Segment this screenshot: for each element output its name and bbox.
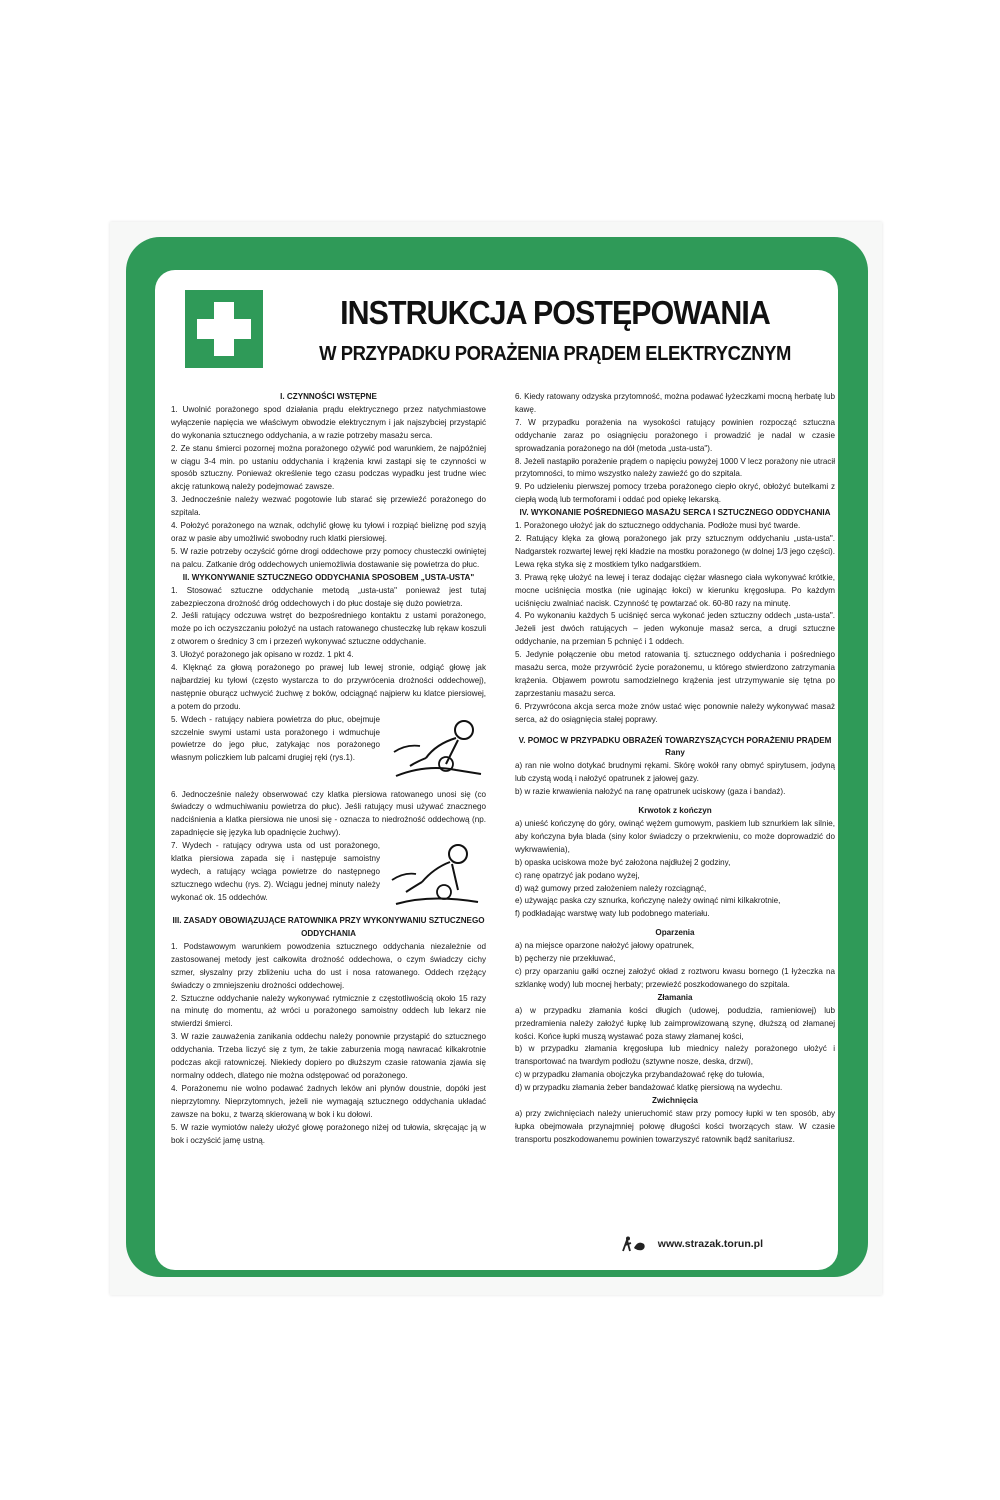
website-link[interactable]: www.strazak.torun.pl (657, 1238, 763, 1250)
paragraph: 5. Wdech - ratujący nabiera powietrza do płuc, obejmuje szczelnie swymi ustami usta porażonego i wdmuchuje powietrze do jego płuc, zatykając nos porażonego własnym policzkiem lub palcami drugiej ręki (rys.1). (171, 714, 380, 763)
paragraph: 4. Po wykonaniu każdych 5 uciśnięć serca wykonać jeden sztuczny oddech „usta-usta". Jeżeli jest dwóch ratujących – jeden wykonuje masaż serca, a drugi sztuczne oddychanie, na przemian 5 pchnięć i 1 oddech. (515, 611, 835, 647)
paragraph: 5. Jedynie połączenie obu metod ratowania tj. sztucznego oddychania i pośredniego masażu serca, może przywrócić życie porażonemu, u którego stwierdzono zatrzymania krążenia. Objawem powrotu samodzielnego krążenia jest utrzymywanie się tętna po zaprzestaniu masażu serca. (515, 650, 835, 698)
paragraph: a) unieść kończynę do góry, owinąć wężem gumowym, paskiem lub sznurkiem lak silnie, aby kończyna była blada (siny kolor świadczy o przekrwieniu, co może doprowadzić do wykrwawienia), (515, 819, 835, 854)
paragraph: 6. Przywrócona akcja serca może znów ustać więc ponownie należy wykonywać masaż serca, aż do osiągnięcia stałej poprawy. (515, 701, 835, 724)
footer (620, 1236, 763, 1252)
subheading: Zwichnięcia (652, 1096, 698, 1106)
paragraph: b) w razie krwawienia nałożyć na ranę opatrunek uciskowy (gaza i bandaż). (515, 787, 786, 797)
paragraph: c) przy oparzaniu gałki ocznej założyć okład z roztworu kwasu bornego (1 łyżeczka na szklankę wody) lub mocnej herbaty; przewieźć poszkodowanego do szpitala. (515, 966, 835, 989)
paragraph: a) ran nie wolno dotykać brudnymi rękami. Skórę wokół rany obmyć spirytusem, jodyną lub czystą wodą i nałożyć opatrunek z jałowej gazy. (515, 761, 835, 784)
first-aid-cross-icon (185, 290, 263, 368)
paragraph: 4. Porażonemu nie wolno podawać żadnych leków ani płynów doustnie, dopóki jest nieprzytomny. Nieprzytomnych, jeżeli nie wymagają sztucznego oddychania układać zawsze na boku, z twarzą skierowaną w bok i ku dołowi. (171, 1083, 486, 1119)
paragraph: 7. Wydech - ratujący odrywa usta od ust porażonego, klatka piersiowa zapada się i następuje samoistny wydech, a ratujący wciąga powietrze do następnego sztucznego wdechu (rys. 2). Wciągu jednej minuty należy wykonać ok. 15 oddechów. (171, 841, 380, 902)
paragraph: 3. Jednocześnie należy wezwać pogotowie lub starać się przewieźć porażonego do szpitala. (171, 495, 486, 518)
paragraph: 4. Klęknąć za głową porażonego po prawej lub lewej stronie, odgiąć głowę jak najbardziej ku tyłowi (często wystarcza to do przywrócenia drożności oddechowej), następnie oburącz uchwycić żuchwę z boków, odciągnąć najpierw ku klatce piersiowej, a potem do przodu. (171, 663, 486, 711)
paragraph: 8. Jeżeli nastąpiło porażenie prądem o napięciu powyżej 1000 V lecz porażony nie utracił przytomności, to mimo wszystko należy zawieźć go do szpitala. (515, 456, 835, 479)
subheading: Oparzenia (655, 928, 695, 938)
paragraph: 1. Porażonego ułożyć jak do sztucznego oddychania. Podłoże musi być twarde. (515, 521, 801, 531)
section-heading: II. WYKONYWANIE SZTUCZNEGO ODDYCHANIA SPOSOBEM „USTA-USTA" (182, 572, 475, 582)
paragraph: a) w przypadku złamania kości długich (udowej, podudzia, ramieniowej) lub przedramienia należy założyć łupkę lub zaimprowizowaną szynę, dłuższą od złamanej kości. Końce łupki muszą wystawać poza stawy złamanej kości, (515, 1005, 835, 1041)
right-column (515, 391, 835, 1147)
paragraph: 3. Ułożyć porażonego jak opisano w rozdz. 1 pkt 4. (171, 650, 354, 660)
paragraph: 1. Uwolnić porażonego spod działania prądu elektrycznego przez natychmiastowe wyłączenie napięcia we właściwym obwodzie elektrycznym i jak najszybciej przystąpić do wykonania sztucznego oddychania, a w razie potrzeby masażu serca. (171, 404, 486, 440)
paragraph: 3. Prawą rękę ułożyć na lewej i teraz dodając ciężar własnego ciała wykonywać krótkie, mocne uciśnięcia mostka (nie uginając łokci) w kierunku kręgosłupa. Po każdym uciśnięciu zwalniać nacisk. Czynność tę powtarzać ok. 60-80 razy na minutę. (515, 572, 835, 608)
rescue-breathing-figure-2 (386, 840, 486, 915)
paragraph: f) podkładając warstwę waty lub podobnego materiału. (515, 909, 710, 919)
subheading: Krwotok z kończyn (638, 806, 712, 816)
section-heading: V. POMOC W PRZYPADKU OBRAŻEŃ TOWARZYSZĄCYCH PORAŻENIU PRĄDEM (518, 735, 832, 745)
paragraph: a) na miejsce oparzone nałożyć jałowy opatrunek, (515, 941, 695, 951)
subheading: Złamania (657, 992, 693, 1002)
paragraph: 2. Sztuczne oddychanie należy wykonywać rytmicznie z częstotliwością około 15 razy na minutę do momentu, aż wróci u porażonego samoistny oddech lub lekarz nie stwierdzi śmierci. (171, 993, 486, 1029)
paragraph: 2. Ze stanu śmierci pozornej można porażonego ożywić pod warunkiem, że najpóźniej w ciągu 3-4 min. po ustaniu oddychania i krążenia krwi zastąpi się te czynności w sposób sztuczny. Ponieważ określenie tego czasu podczas wypadku jest trudne wiec akcję ratunkową należy podejmować zawsze. (171, 443, 486, 492)
sign-subtitle: W PRZYPADKU PORAŻENIA PRĄDEM ELEKTRYCZNYM (319, 342, 791, 365)
sign-title: INSTRUKCJA POSTĘPOWANIA (340, 294, 770, 331)
paragraph: 2. Jeśli ratujący odczuwa wstręt do bezpośredniego kontaktu z ustami porażonego, może po ich oczyszczaniu położyć na ustach ratowanego chusteczkę lub rękaw koszuli z otworem o średnicy 3 cm i przezeń wykonywać sztuczne oddychanie. (171, 611, 486, 647)
paragraph: 5. W razie potrzeby oczyścić górne drogi oddechowe przy pomocy chusteczki owiniętej na palcu. Zatkanie dróg oddechowych uniemożliwia dostawanie się powietrza do płuc. (171, 546, 486, 569)
paragraph: 1. Podstawowym warunkiem powodzenia sztucznego oddychania niezależnie od zastosowanej metody jest całkowita drożność oddechowa, o czym świadczy cichy szmer, słyszalny przy zbliżeniu ucha do ust i nosa ratowanego. Oddech rzężący świadczy o zmniejszeniu drożności oddechowej. (171, 941, 486, 990)
paragraph: d) w przypadku złamania żeber bandażować klatkę piersiową na wydechu. (515, 1083, 783, 1093)
section-heading: III. ZASADY OBOWIĄZUJĄCE RATOWNIKA PRZY WYKONYWANIU SZTUCZNEGO ODDYCHANIA (172, 916, 485, 938)
paragraph: 6. Jednocześnie należy obserwować czy klatka piersiowa ratowanego unosi się (co świadczy o wdmuchiwaniu powietrza do płuc). Jeśli ratujący musi używać znacznego nadciśnienia a klatka piersiowa nie unosi się - oznacza to niedrożność oddechową (np. zapadnięcie się języka lub opadnięcie żuchwy). (171, 789, 486, 838)
paragraph: 4. Położyć porażonego na wznak, odchylić głowę ku tyłowi i rozpiąć bieliznę pod szyją oraz w pasie aby umożliwić swobodny ruch klatki piersiowej. (171, 521, 486, 543)
paragraph: 1. Stosować sztuczne oddychanie metodą „usta-usta" ponieważ jest tutaj zabezpieczona drożność dróg oddechowych i do płuc dostaje się dużo powietrza. (171, 585, 486, 608)
paragraph: 9. Po udzieleniu pierwszej pomocy trzeba porażonego ciepło okryć, obłożyć butelkami z ciepłą wodą lub termoforami i oddać pod opiekę lekarską. (515, 482, 835, 505)
paragraph: b) opaska uciskowa może być założona najdłużej 2 godziny, (515, 857, 731, 867)
paragraph: c) w przypadku złamania obojczyka przybandażować rękę do tułowia, (515, 1070, 765, 1080)
section-heading: IV. WYKONANIE POŚREDNIEGO MASAŻU SERCA I SZTUCZNEGO ODDYCHANIA (519, 508, 831, 518)
paragraph: 3. W razie zauważenia zanikania oddechu należy ponownie przystąpić do sztucznego oddychania. Trzeba liczyć się z tym, że takie zaburzenia mogą nawracać kilkakrotnie podczas akcji ratowniczej. Niekiedy dopiero po dłuższym czasie ratowania zjawia się normalny oddech, dlatego nie można odstępować od porażonego. (171, 1032, 486, 1080)
paragraph: 2. Ratujący klęka za głową porażonego jak przy sztucznym oddychaniu „usta-usta". Nadgarstek rozwartej lewej ręki kładzie na mostku porażonego (w dolnej 1/3 jego części). Lewa ręka styka się z mostkiem tylko nadgarstkiem. (515, 533, 835, 569)
paragraph: d) wąż gumowy przed założeniem należy rozciągnąć, (515, 883, 707, 893)
rescue-breathing-figure-1 (386, 714, 486, 789)
left-column (171, 391, 486, 1147)
firefighter-logo-icon (620, 1236, 648, 1252)
paragraph: a) przy zwichnięciach należy unieruchomić staw przy pomocy łupki w ten sposób, aby łupka obejmowała przynajmniej połowę długości kości tworzących staw. W czasie transportu poszkodowanemu powinien towarzyszyć ratownik bądź sanitariusz. (515, 1108, 835, 1144)
sign-panel (155, 270, 838, 1270)
paragraph: 5. W razie wymiotów należy ułożyć głowę porażonego niżej od tułowia, skręcając ją w bok i oczyścić jamę ustną. (171, 1122, 486, 1145)
subheading: Rany (665, 748, 685, 758)
paragraph: 6. Kiedy ratowany odzyska przytomność, można podawać łyżeczkami mocną herbatę lub kawę. (515, 392, 835, 414)
paragraph: b) pęcherzy nie przekłuwać, (515, 954, 616, 964)
paragraph: c) ranę opatrzyć jak podano wyżej, (515, 870, 640, 880)
section-heading: I. CZYNNOŚCI WSTĘPNE (280, 392, 377, 401)
paragraph: e) używając paska czy sznurka, kończynę należy owinąć nimi kilkakrotnie, (515, 896, 781, 906)
paragraph: b) w przypadku złamania kręgosłupa lub miednicy należy porażonego ułożyć i transportować na twardym podłożu (sztywne nosze, deska, drzwi), (515, 1044, 835, 1067)
paragraph: 7. W przypadku porażenia na wysokości ratujący powinien rozpocząć sztuczna oddychanie zaraz po osiągnięciu porażonego i prowadzić je nadal w czasie sprowadzania porażonego na dół (metoda „usta-usta"). (515, 417, 835, 453)
